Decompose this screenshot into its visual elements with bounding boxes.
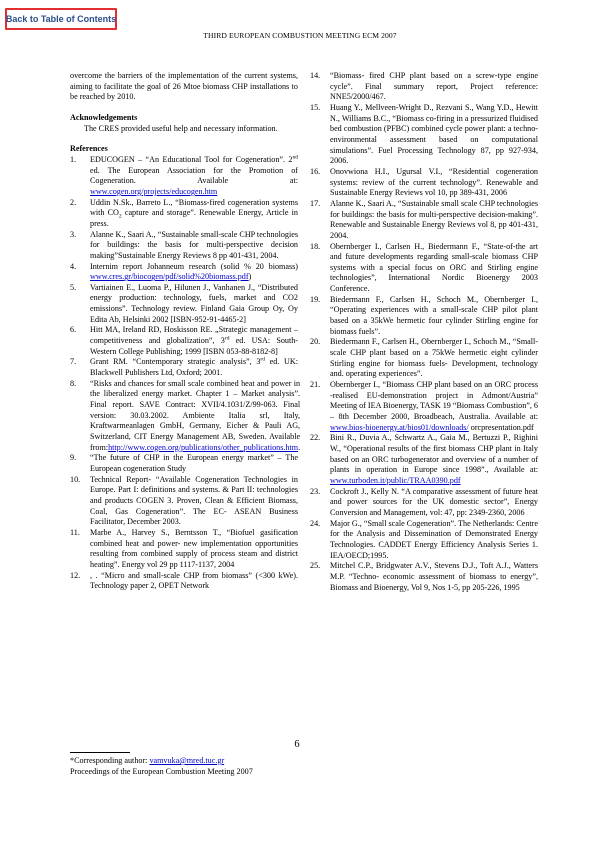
reference-text [90, 571, 298, 592]
reference-text-segment: ) [248, 272, 252, 282]
reference-item [70, 283, 298, 326]
footnote [70, 756, 310, 778]
reference-list-left [70, 154, 301, 592]
reference-number: 22. [310, 433, 321, 443]
reference-text [330, 199, 538, 242]
reference-number: 2. [70, 197, 77, 207]
reference-link[interactable]: www.cogen.org/projects/educogen.htm [90, 186, 218, 196]
reference-text-segment: Obernberger I., Carlsen H., Biedermann F., “State-of-the art and future developments regarding small-scale biomass CHP systems with a special focus on ORC and Stirling engine technologies”, International Nordic Bioenergy 2003 Conference. [330, 241, 538, 294]
reference-number: 11. [70, 527, 80, 537]
reference-number: 18. [310, 241, 321, 251]
reference-number: 17. [310, 198, 321, 208]
reference-text-segment: Grant RM. “Contemporary strategic analysis”, 3 [90, 357, 261, 367]
reference-text-segment: orcpresentation.pdf [468, 422, 534, 432]
reference-item [70, 378, 301, 454]
reference-text [90, 357, 298, 378]
reference-number: 24. [310, 518, 321, 528]
reference-item [310, 487, 538, 519]
back-to-toc-button[interactable]: Back to Table of Contents [5, 8, 117, 30]
reference-item [310, 242, 538, 295]
reference-number: 3. [70, 229, 77, 239]
reference-item [70, 230, 298, 262]
reference-text [330, 380, 538, 433]
reference-text-segment: Bini R., Duvia A., Schwartz A., Gaia M., Bertuzzi P., Righini W., “Operational results of the first biomass CHP plant in Italy based on an ORC turbogenerator and overview of a number of plants in operation in Europe since 1998”., Available at: [330, 433, 538, 475]
subscript: 2 [118, 213, 122, 220]
reference-number: 1. [70, 154, 77, 164]
reference-text-segment: Biedermann F., Carlsen H., Schoch M., Obernberger I., “Operating experiences with a small-scale CHP pilot plant based on a 35kWe hermetic four cylinder Stirling engine for biomass fuels”. [330, 294, 538, 336]
reference-number: 15. [310, 102, 321, 112]
reference-text [330, 167, 538, 199]
reference-text-segment: “Biomass- fired CHP plant based on a screw-type engine cycle”. Final summary report, Project reference: NNE5/2000/467. [330, 71, 538, 102]
reference-number: 8. [70, 378, 77, 388]
reference-text [90, 379, 300, 454]
reference-text-segment: , . “Micro and small-scale CHP from biomass” (<300 kWe). Technology paper 2, OPET Network [90, 570, 298, 591]
corresponding-email-link[interactable]: vamvuka@mred.tuc.gr [149, 756, 225, 765]
reference-link[interactable]: www.bios-bioenergy.at/bios01/downloads/ [330, 422, 469, 432]
reference-item [70, 155, 298, 198]
reference-text [90, 262, 298, 283]
reference-item [310, 561, 538, 593]
reference-number: 10. [70, 474, 81, 484]
reference-number: 25. [310, 561, 321, 571]
reference-item [70, 528, 298, 571]
reference-text [90, 230, 298, 262]
page-number: 6 [294, 739, 300, 750]
reference-text-segment: capture and storage”. Renewable Energy, Article in press. [90, 208, 298, 228]
reference-text-segment: Uddin N.Sk., Barreto L., “Biomass-fired cogeneration systems with CO [90, 197, 298, 218]
corresponding-author-label: *Corresponding author: [70, 756, 150, 765]
reference-text [330, 561, 538, 593]
reference-text-segment: Huang Y., Mellveen-Wright D., Rezvani S., Wang Y.D., Hewitt N., Williams B.C., “Biomass co-firing in a pressurized fluidised bed combustion (PFBC) combined cycle power plant: a techno-environmental assessment based on computational simulations”. Fuel Processing Technology 87, pp 927-934, 2006. [330, 102, 538, 166]
references-heading: References [70, 144, 108, 154]
reference-number: 23. [310, 486, 321, 496]
reference-text [90, 198, 298, 230]
reference-item [310, 433, 538, 486]
reference-text [330, 242, 538, 295]
ack-paragraph: The CRES provided useful help and necessary information. [84, 123, 278, 133]
reference-text-segment: Mitchel C.P., Bridgwater A.V., Stevens D.J., Toft A.J., Watters M.P. “Techno- economic assessment of biomass to energy”, Biomass and Bioenergy, Vol 9, Nos 1-5, pp 205-226, 1995 [330, 561, 538, 592]
reference-text [330, 71, 538, 103]
reference-number: 6. [70, 325, 77, 335]
reference-number: 21. [310, 380, 321, 390]
reference-item [310, 380, 538, 433]
reference-number: 14. [310, 71, 321, 80]
reference-number: 5. [70, 282, 77, 292]
left-column [70, 71, 301, 592]
reference-text [90, 325, 298, 357]
reference-item [70, 453, 298, 474]
reference-text [330, 433, 538, 486]
reference-text-segment: “Risks and chances for small scale combined heat and power in the liberalized energy market. Chapter 1 – Market analysis”. Final report. SAVE Contract: XVII/4.1031/Z/99-063. Final version: 30.03.2002. Ambiente Italia srl, Italy, Kraftwarmeanlagen GmbH, Germany, Eicher & Pauli AG, Switzerland, CIT Energy Management AB, Sweden. Available from: [90, 378, 301, 452]
reference-text-segment: Hitt MA, Ireland RD, Hoskisson RE. „Strategic management – competitiveness and globalization”, 3 [90, 325, 298, 346]
reference-text-segment: Onovwiona H.I., Ugursal V.I., “Residential cogeneration systems: review of the current technology”. Renewable and Sustainable Energy Reviews vol 10, pp 389-431, 2006 [330, 166, 538, 198]
reference-text-segment: Internim report Johanneum research (solid % 20 biomass) [90, 261, 298, 271]
reference-text-segment: Cockroft J., Kelly N. “A comparative assessment of future heat and power sources for the UK domestic sector”, Energy Conversion and Management, vol: 47, pp: 2349-2360, 2006 [330, 486, 538, 517]
reference-number: 19. [310, 294, 321, 304]
reference-text [330, 487, 538, 519]
superscript: rd [260, 356, 265, 363]
reference-text [330, 103, 538, 167]
reference-text-segment: Major G., “Small scale Cogeneration”. The Netherlands: Centre for the Analysis and Dissemination of Demonstrated Energy Technologies. CADDET Energy Efficiency Analysis Series 1. IEA/OECD;1995. [330, 518, 538, 560]
reference-list-right [310, 71, 538, 593]
reference-text-segment: Alanne K., Saari A., “Sustainable small scale CHP technologies for buildings: the basis for multi-perspective decision-making”. Renewable and Sustainable Energy Reviews vol 8, pp 401-431, 2004. [330, 198, 538, 240]
reference-item [310, 71, 538, 103]
reference-item [310, 295, 538, 338]
reference-text-segment: EDUCOGEN – “An Educational Tool for Cogeneration”. 2 [90, 154, 293, 164]
reference-text-segment: . [298, 442, 301, 452]
reference-item [310, 337, 538, 380]
reference-text [90, 475, 298, 528]
reference-link[interactable]: www.cres.gr/biocogen/pdf/solid%20biomass.pdf [90, 272, 249, 282]
reference-link[interactable]: http://www.cogen.org/publications/other_publications.htm [108, 442, 299, 452]
reference-text [330, 519, 538, 562]
reference-item [70, 475, 298, 528]
reference-text-segment: ed. USA: South-Western College Publishing; 1999 [ISBN 053-88-8182-8] [90, 336, 298, 356]
reference-text-segment: ed. The European Association for the Promotion of Cogeneration. Available at: [90, 165, 298, 186]
ack-heading: Acknowledgements [70, 112, 138, 122]
proceedings-line: Proceedings of the European Combustion Meeting 2007 [70, 766, 253, 776]
reference-text [90, 283, 298, 326]
reference-link[interactable]: www.turboden.it/public/TRAA0390.pdf [330, 475, 461, 485]
reference-item [310, 103, 538, 167]
corresponding-author-line [70, 756, 310, 767]
superscript: nd [292, 154, 298, 161]
reference-text-segment: Marbe A., Harvey S., Berntsson T., “Biofuel gasification combined heat and power- new implementation opportunities resulting from combined supply of process steam and district heating”. Energy vol 29 pp 1117-1137, 2004 [90, 527, 298, 569]
reference-text-segment: “The future of CHP in the European energy market” – The European cogeneration Study [90, 453, 298, 473]
reference-text-segment: Biedermann F., Carlsen H., Obernberger I., Schoch M., “Small-scale CHP plant based on a 75kWe hermetic eight cylinder Stirling engine for biomass fuels- Development, technology and. operating experiences”. [330, 337, 538, 379]
reference-number: 4. [70, 261, 77, 271]
reference-number: 20. [310, 337, 321, 347]
reference-text [330, 337, 538, 380]
reference-number: 9. [70, 453, 77, 463]
intro-paragraph: overcome the barriers of the implementation of the current systems, aiming to facilitate the goal of 26 Mtoe biomass CHP installations to be reached by 2010. [70, 71, 298, 102]
superscript: rd [224, 335, 230, 342]
reference-item [310, 167, 538, 199]
reference-text [90, 453, 298, 474]
reference-text-segment: Vartiainen E., Luoma P., Hilunen J., Vanhanen J., “Distributed energy production: technology, fuels, market and CO2 emissions”. Technology review. Finland Gaia Group Oy, Oy Edita Ab, Helsinki 2002 [ISBN-952-91-4465-2] [90, 282, 298, 324]
reference-number: 16. [310, 166, 321, 176]
reference-text-segment: Technical Report- “Available Cogeneration Technologies in Europe. Part I: definitions and systems. & Part II: technologies and products COGEN 3. Proven, Clean & Efficient Biomass, Coal, Gas Cogeneration”. The EC- ASEAN Business Facilitator, December 2003. [90, 474, 298, 527]
reference-item [70, 357, 298, 378]
reference-item [70, 571, 298, 592]
right-column [310, 71, 538, 593]
reference-number: 7. [70, 357, 77, 367]
footnote-divider [70, 752, 130, 753]
running-header: THIRD EUROPEAN COMBUSTION MEETING ECM 2007 [203, 31, 397, 40]
reference-item [70, 325, 298, 357]
reference-item [70, 198, 298, 230]
reference-text [330, 295, 538, 338]
reference-item [70, 262, 298, 283]
reference-text-segment: ed. UK: Blackwell Publishers Ltd, Oxford; 2001. [90, 357, 298, 378]
reference-text-segment: Obernberger I., “Biomass CHP plant based on an ORC process -realised EU-demonstration project in Admont/Austria” Meeting of IEA Bioenergy, TASK 19 “Biomass Combustion”, 6 – 8th December 2000, Broadbeach, Australia. Available at: [330, 380, 538, 421]
reference-text [90, 155, 298, 198]
reference-number: 12. [70, 570, 81, 580]
reference-item [310, 199, 538, 242]
reference-text-segment: Alanne K., Saari A., “Sustainable small-scale CHP technologies for buildings: the basis for multi-perspective decision making”Sustainable Energy Reviews 8 pp 401-431, 2004. [90, 229, 298, 260]
reference-item [310, 519, 538, 562]
reference-text [90, 528, 298, 571]
